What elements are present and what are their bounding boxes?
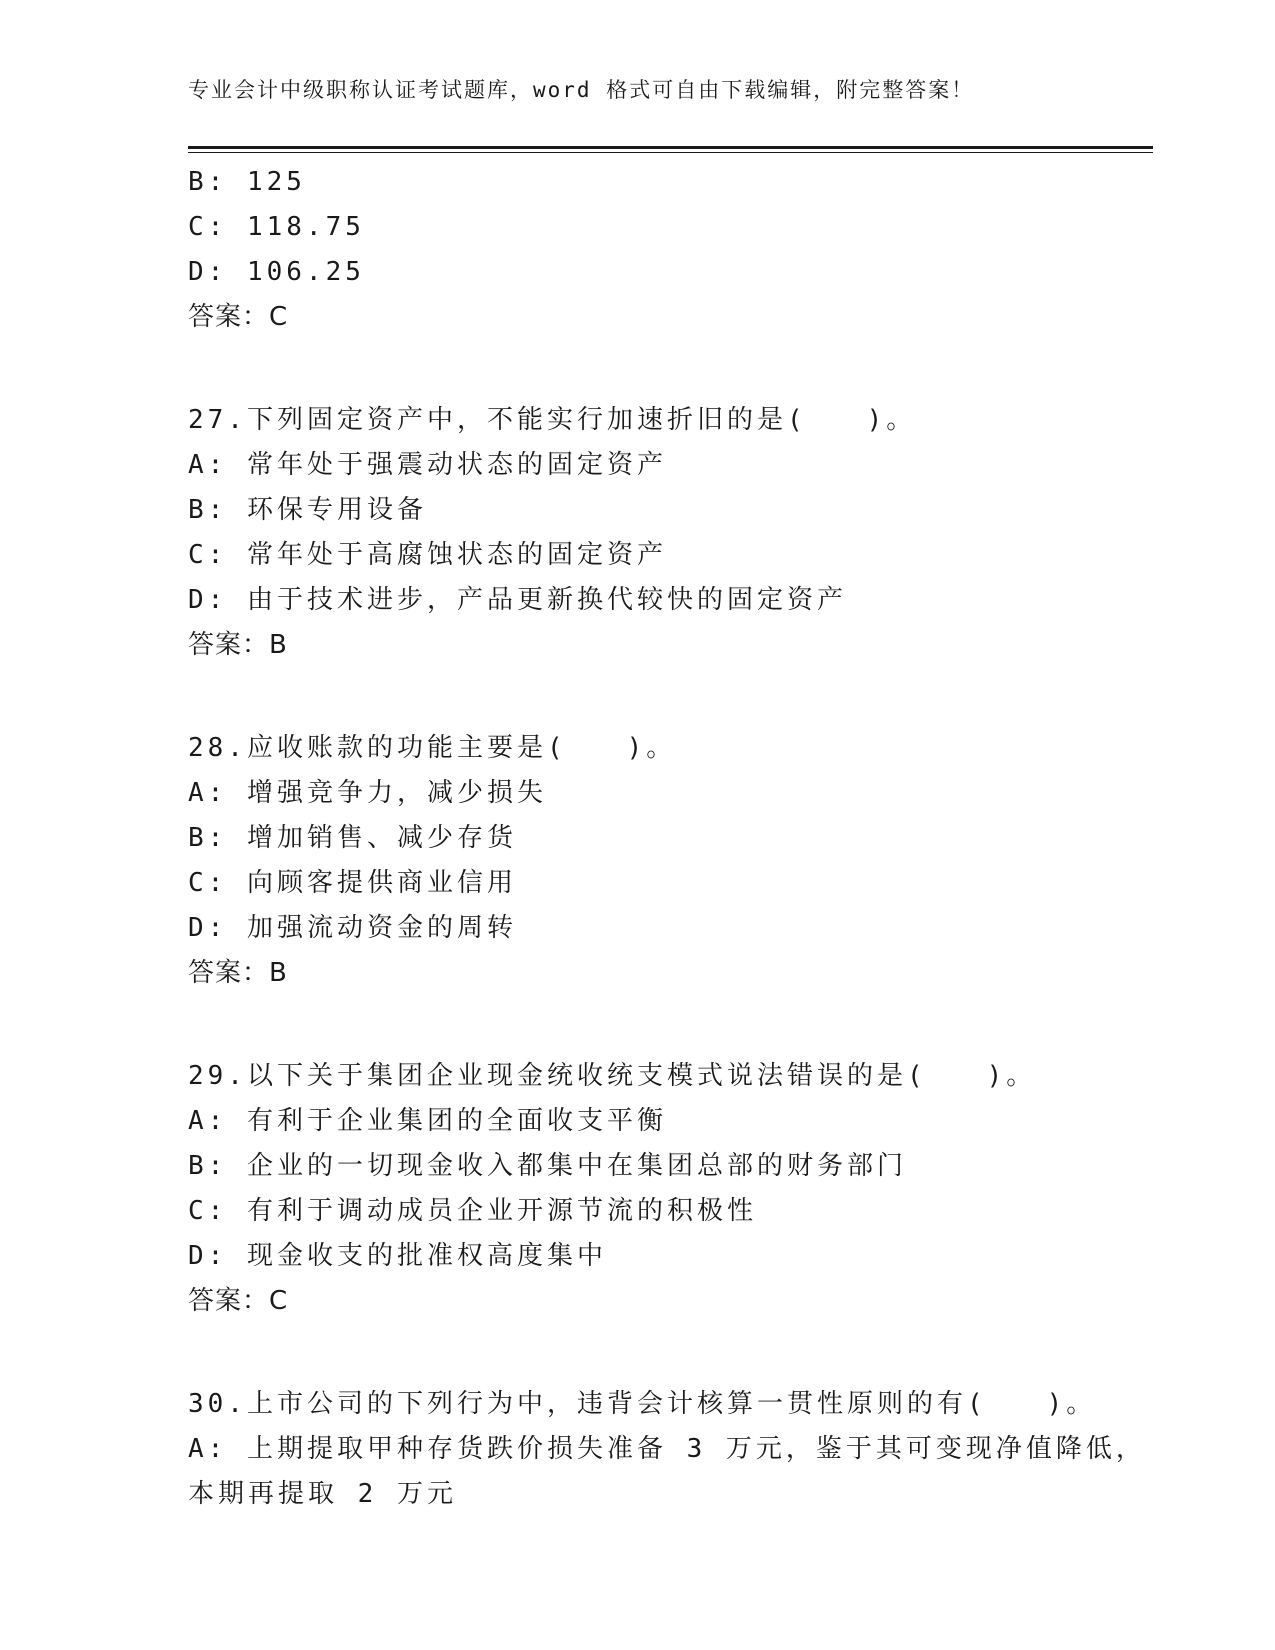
option-a: A: 有利于企业集团的全面收支平衡 xyxy=(188,1106,667,1136)
question-29 xyxy=(188,1054,1153,1324)
question-26-tail xyxy=(188,160,1153,340)
answer: 答案：C xyxy=(188,302,289,332)
question-stem: 30.上市公司的下列行为中，违背会计核算一贯性原则的有( )。 xyxy=(188,1389,1097,1419)
page-header: 专业会计中级职称认证考试题库，word 格式可自由下载编辑，附完整答案！ xyxy=(188,78,975,102)
option-d: D: 加强流动资金的周转 xyxy=(188,913,517,943)
option-b: B: 增加销售、减少存货 xyxy=(188,823,517,853)
option-a: A: 上期提取甲种存货跌价损失准备 3 万元，鉴于其可变现净值降低， xyxy=(188,1434,1146,1464)
question-28 xyxy=(188,726,1153,996)
answer: 答案：B xyxy=(188,958,288,988)
question-stem: 29.以下关于集团企业现金统收统支模式说法错误的是( )。 xyxy=(188,1061,1037,1091)
option-a-continued: 本期再提取 2 万元 xyxy=(188,1479,457,1509)
question-30 xyxy=(188,1382,1153,1517)
option-b: B: 企业的一切现金收入都集中在集团总部的财务部门 xyxy=(188,1151,907,1181)
question-content xyxy=(188,160,1153,1517)
option-b: B: 125 xyxy=(188,167,306,197)
option-a: A: 增强竞争力，减少损失 xyxy=(188,778,547,808)
option-c: C: 常年处于高腐蚀状态的固定资产 xyxy=(188,540,667,570)
header-rule-thick xyxy=(188,146,1153,149)
answer: 答案：C xyxy=(188,1286,289,1316)
option-d: D: 由于技术进步，产品更新换代较快的固定资产 xyxy=(188,585,847,615)
option-a: A: 常年处于强震动状态的固定资产 xyxy=(188,450,667,480)
answer: 答案：B xyxy=(188,630,288,660)
option-c: C: 向顾客提供商业信用 xyxy=(188,868,517,898)
option-b: B: 环保专用设备 xyxy=(188,495,427,525)
option-d: D: 现金收支的批准权高度集中 xyxy=(188,1241,607,1271)
option-d: D: 106.25 xyxy=(188,257,365,287)
header-rule-thin xyxy=(188,152,1153,153)
question-stem: 27.下列固定资产中，不能实行加速折旧的是( )。 xyxy=(188,405,917,435)
option-c: C: 有利于调动成员企业开源节流的积极性 xyxy=(188,1196,757,1226)
option-c: C: 118.75 xyxy=(188,212,365,242)
question-27 xyxy=(188,398,1153,668)
question-stem: 28.应收账款的功能主要是( )。 xyxy=(188,733,677,763)
